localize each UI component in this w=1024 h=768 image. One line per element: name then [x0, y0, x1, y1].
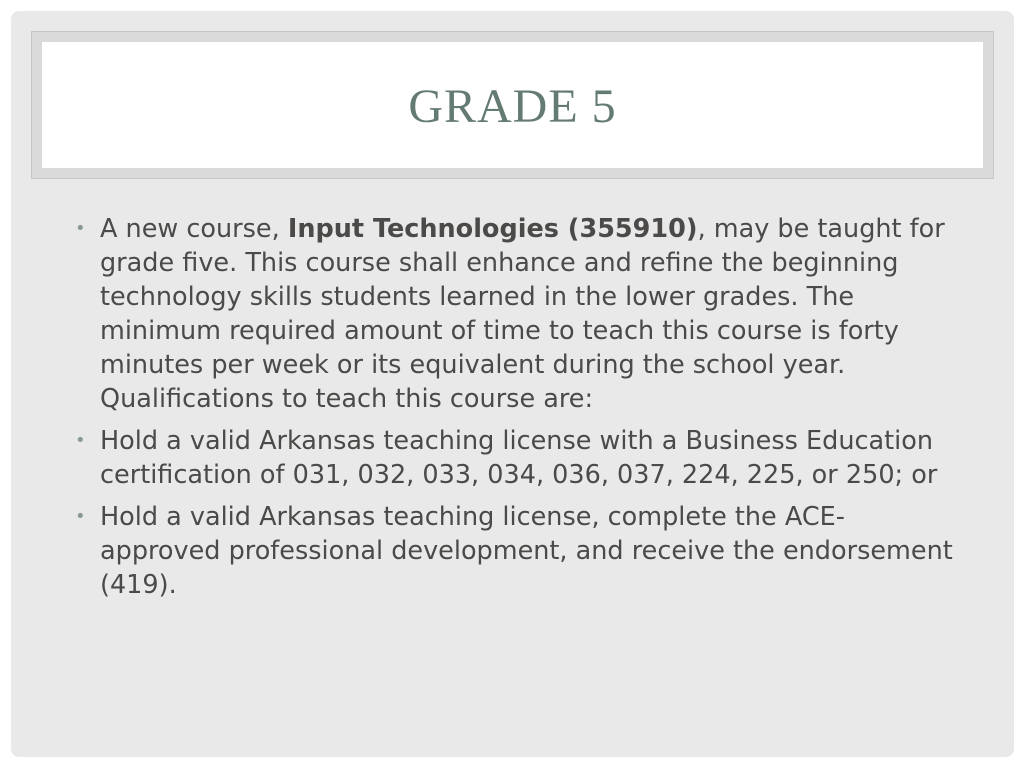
- title-frame: [31, 31, 994, 179]
- course-name: Input Technologies (355910): [287, 214, 698, 244]
- slide: [11, 11, 1014, 757]
- bullet-item-business-certification: [73, 424, 963, 492]
- bullet-list: [73, 212, 963, 610]
- bullet-text: Hold a valid Arkansas teaching license, complete the ACE-approved professional development, and receive the endorsement (419).: [100, 502, 953, 600]
- bullet-text: Hold a valid Arkansas teaching license with a Business Education certification of 031, 032, 033, 034, 036, 037, 224, 225, or 250; or: [100, 426, 938, 490]
- bullet-text-intro: A new course,: [100, 214, 288, 244]
- bullet-marker: •: [75, 506, 86, 527]
- bullet-marker: •: [75, 430, 86, 451]
- bullet-item-course: [73, 212, 963, 416]
- title-box: [42, 42, 983, 168]
- bullet-text-description: , may be taught for grade five. This course shall enhance and refine the beginning technology skills students learned in the lower grades. The minimum required amount of time to teach this course is forty minutes per week or its equivalent during the school year. Qualifications to teach this course are:: [100, 214, 945, 414]
- slide-title: GRADE 5: [408, 80, 617, 133]
- bullet-marker: •: [75, 218, 86, 239]
- bullet-item-endorsement: [73, 500, 963, 602]
